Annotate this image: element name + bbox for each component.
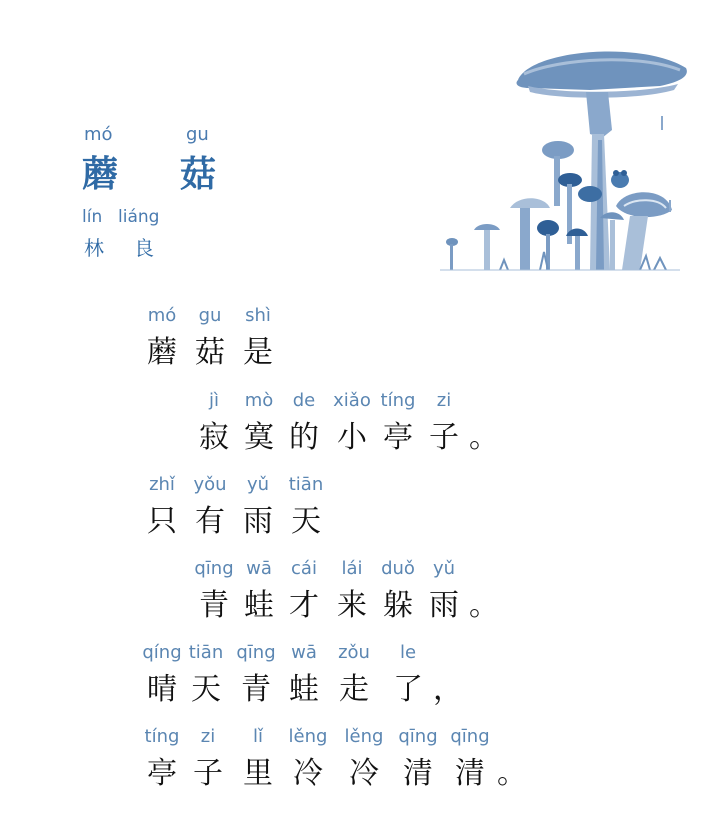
author-char-2: 良: [134, 236, 154, 260]
pinyin: wā: [246, 558, 272, 579]
punctuation: 。: [497, 756, 527, 791]
hanzi: 躲: [383, 588, 413, 623]
hanzi: 冷: [293, 756, 323, 791]
hanzi: 了: [393, 672, 423, 707]
pinyin: tiān: [188, 642, 224, 663]
author-char-1: 林: [84, 236, 104, 260]
pinyin: qīng: [450, 726, 490, 747]
pinyin: yǔ: [432, 558, 456, 579]
hanzi: 雨: [429, 588, 459, 623]
hanzi: 清: [403, 756, 433, 791]
pinyin: lǐ: [252, 726, 263, 747]
hanzi: 晴: [147, 672, 177, 707]
pinyin: yǔ: [246, 474, 270, 495]
title-char-1: 蘑: [82, 153, 119, 195]
pinyin: lěng: [344, 726, 384, 747]
hanzi: 雨: [243, 504, 273, 539]
title-pinyin-2: gu: [186, 124, 209, 145]
punctuation: 。: [469, 588, 499, 623]
title-char-2: 菇: [180, 153, 217, 195]
pinyin: shì: [245, 305, 271, 326]
hanzi: 清: [455, 756, 485, 791]
hanzi: 的: [289, 420, 319, 455]
hanzi: 亭: [147, 756, 177, 791]
pinyin: qīng: [398, 726, 438, 747]
hanzi: 里: [243, 756, 273, 791]
pinyin: qīng: [194, 558, 234, 579]
pinyin: tíng: [144, 726, 180, 747]
pinyin: jì: [208, 390, 219, 411]
hanzi: 冷: [349, 756, 379, 791]
pinyin: mó: [147, 305, 177, 326]
hanzi: 子: [429, 420, 459, 455]
pinyin: cái: [291, 558, 317, 579]
pinyin: duǒ: [381, 558, 415, 579]
title-pinyin-1: mó: [84, 124, 113, 145]
pinyin: zhǐ: [149, 474, 175, 495]
pinyin: zǒu: [338, 642, 370, 663]
hanzi: 是: [243, 335, 273, 370]
hanzi: 有: [195, 504, 225, 539]
pinyin: tíng: [380, 390, 416, 411]
author-pinyin-1: lín: [82, 207, 103, 227]
pinyin: de: [292, 390, 316, 411]
hanzi: 子: [193, 756, 223, 791]
pinyin: yǒu: [193, 474, 227, 495]
author-pinyin-2: liáng: [118, 207, 160, 227]
pinyin: wā: [291, 642, 317, 663]
hanzi: 寂: [199, 420, 229, 455]
hanzi: 蛙: [244, 588, 274, 623]
hanzi: 天: [191, 672, 221, 707]
hanzi: 来: [337, 588, 367, 623]
hanzi: 青: [241, 672, 271, 707]
hanzi: 寞: [244, 420, 274, 455]
hanzi: 天: [291, 504, 321, 539]
pinyin: gu: [198, 305, 222, 326]
hanzi: 亭: [383, 420, 413, 455]
pinyin: lái: [341, 558, 363, 579]
punctuation: ，: [433, 672, 463, 707]
punctuation: 。: [469, 420, 499, 455]
hanzi: 菇: [195, 335, 225, 370]
hanzi: 才: [289, 588, 319, 623]
hanzi: 蘑: [147, 335, 177, 370]
hanzi: 蛙: [289, 672, 319, 707]
pinyin: qíng: [142, 642, 182, 663]
pinyin: lěng: [288, 726, 328, 747]
hanzi: 小: [337, 420, 367, 455]
pinyin: zi: [436, 390, 452, 411]
hanzi: 只: [147, 504, 177, 539]
hanzi: 走: [339, 672, 369, 707]
pinyin: le: [399, 642, 417, 663]
pinyin: xiǎo: [333, 390, 371, 411]
pinyin: zi: [200, 726, 216, 747]
pinyin: tiān: [288, 474, 324, 495]
hanzi: 青: [199, 588, 229, 623]
pinyin: qīng: [236, 642, 276, 663]
pinyin: mò: [244, 390, 274, 411]
